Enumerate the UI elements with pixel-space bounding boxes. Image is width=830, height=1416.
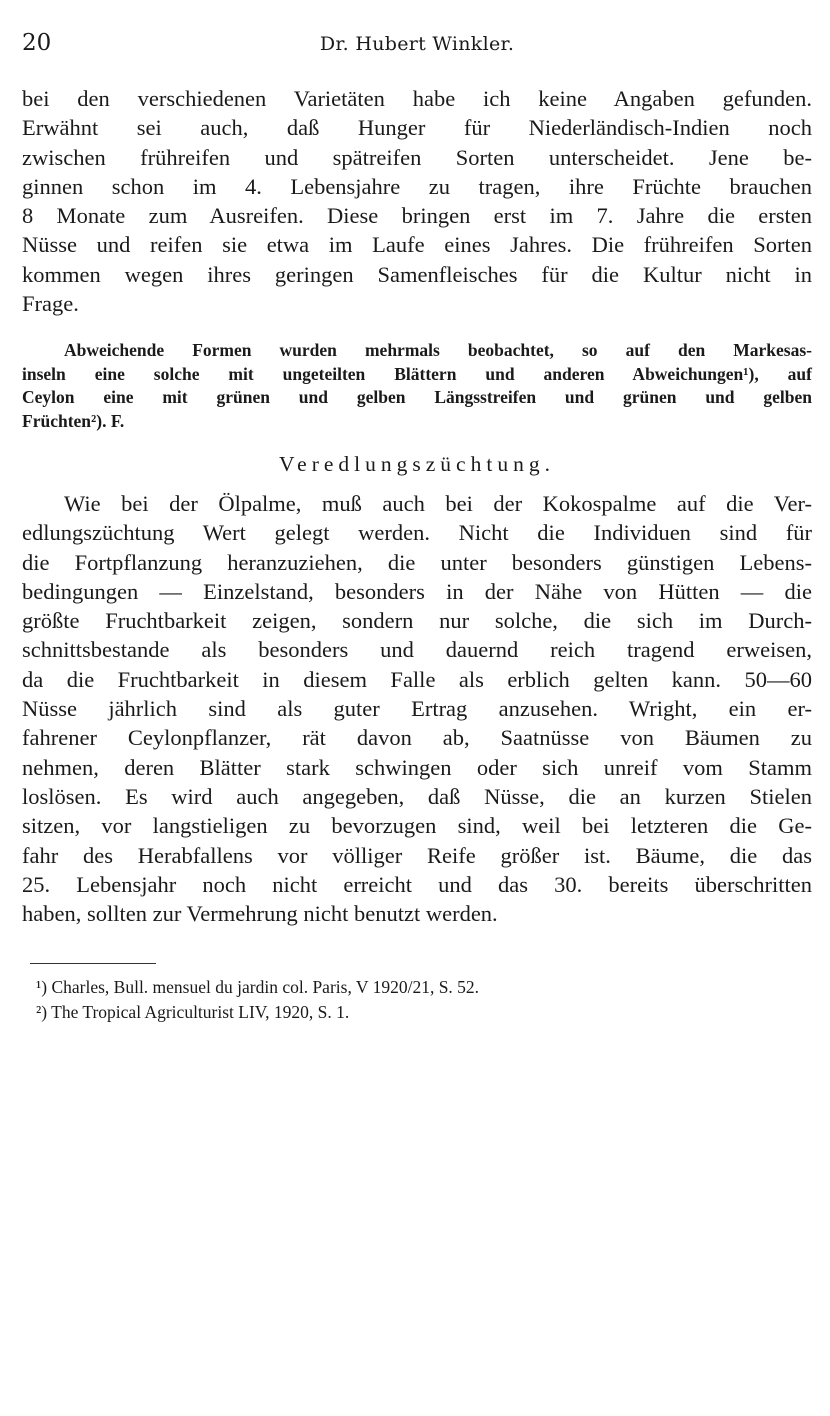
text-line: ginnen schon im 4. Lebensjahre zu tragen, ihre Früchte brauchen (22, 173, 812, 199)
text-line: Wie bei der Ölpalme, muß auch bei der Kokospalme auf die Ver- (64, 491, 812, 516)
text-line: kommen wegen ihres geringen Samenfleisches für die Kultur nicht in (22, 261, 812, 287)
footnote: ¹) Charles, Bull. mensuel du jardin col. Paris, V 1920/21, S. 52. (36, 977, 480, 997)
running-head: Dr. Hubert Winkler. (319, 33, 515, 55)
text-line: haben, sollten zur Vermehrung nicht benutzt werden. (22, 901, 498, 927)
page-number: 20 (22, 30, 52, 56)
text-line: loslösen. Es wird auch angegeben, daß Nüsse, die an kurzen Stielen (22, 783, 812, 809)
text-line: größte Fruchtbarkeit zeigen, sondern nur solche, die sich im Durch- (22, 608, 812, 634)
text-line: 25. Lebensjahr noch nicht erreicht und das 30. bereits überschritten (22, 871, 812, 897)
text-line: Früchten²). F. (22, 410, 125, 431)
text-line: Frage. (22, 291, 79, 317)
text-line: zwischen frühreifen und spätreifen Sorten unterscheidet. Jene be- (22, 144, 812, 170)
text-line: fahr des Herabfallens vor völliger Reife größer ist. Bäume, die das (22, 842, 812, 868)
text-line: inseln eine solche mit ungeteilten Blättern und anderen Abweichungen¹), auf (22, 363, 812, 384)
paragraph-1 (22, 84, 812, 318)
text-line: bei den verschiedenen Varietäten habe ich keine Angaben gefunden. (22, 86, 812, 111)
text-line: 8 Monate zum Ausreifen. Diese bringen erst im 7. Jahre die ersten (22, 203, 812, 229)
text-line: Nüsse jährlich sind als guter Ertrag anzusehen. Wright, ein er- (22, 696, 812, 722)
text-line: fahrener Ceylonpflanzer, rät davon ab, Saatnüsse von Bäumen zu (22, 725, 812, 751)
text-line: edlungszüchtung Wert gelegt werden. Nicht die Individuen sind für (22, 520, 812, 546)
text-line: die Fortpflanzung heranzuziehen, die unter besonders günstigen Lebens- (22, 549, 812, 575)
paragraph-2 (22, 489, 812, 928)
text-line: nehmen, deren Blätter stark schwingen oder sich unreif vom Stamm (22, 754, 812, 780)
text-line: Abweichende Formen wurden mehrmals beobachtet, so auf den Markesas- (64, 340, 812, 360)
text-line: Nüsse und reifen sie etwa im Laufe eines Jahres. Die frühreifen Sorten (22, 232, 812, 258)
small-print-note (22, 339, 812, 433)
text-line: Ceylon eine mit grünen und gelben Längsstreifen und grünen und gelben (22, 387, 812, 407)
text-line: sitzen, vor langstieligen zu bevorzugen sind, weil bei letzteren die Ge- (22, 813, 812, 839)
footnote-divider (30, 963, 156, 964)
page-header (22, 30, 812, 64)
footnote: ²) The Tropical Agriculturist LIV, 1920, S. 1. (36, 1002, 350, 1022)
text-line: bedingungen — Einzelstand, besonders in der Nähe von Hütten — die (22, 578, 812, 604)
text-line: schnittsbestande als besonders und dauernd reich tragend erweisen, (22, 637, 812, 663)
text-line: Erwähnt sei auch, daß Hunger für Niederländisch-Indien noch (22, 115, 812, 141)
section-heading: Veredlungszüchtung. (279, 452, 555, 476)
footnotes (22, 975, 812, 1025)
text-line: da die Fruchtbarkeit in diesem Falle als erblich gelten kann. 50—60 (22, 666, 812, 692)
